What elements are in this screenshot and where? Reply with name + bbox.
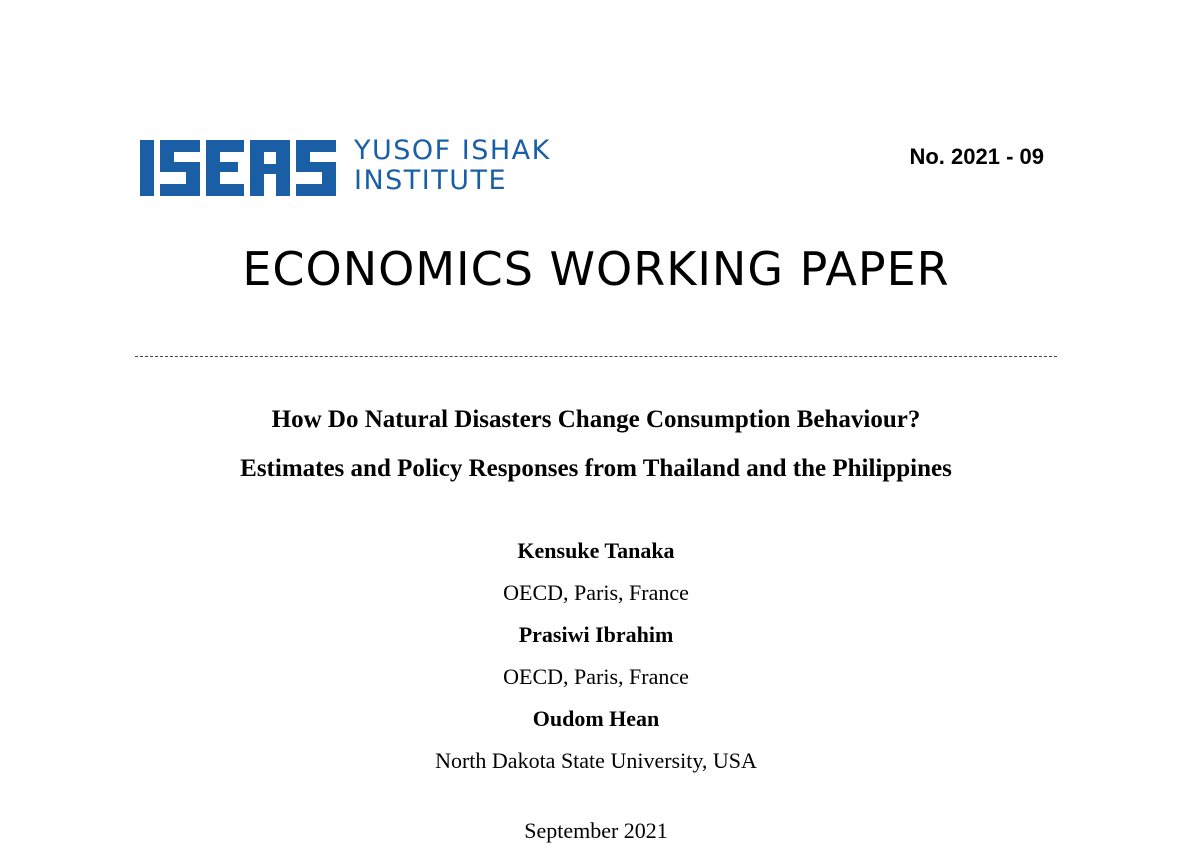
paper-title-line-2: Estimates and Policy Responses from Thailand and the Philippines bbox=[240, 455, 952, 482]
iseas-logo-mark bbox=[140, 136, 338, 198]
paper-number: No. 2021 - 09 bbox=[909, 144, 1044, 169]
author-name-3: Oudom Hean bbox=[532, 706, 660, 731]
author-name-2: Prasiwi Ibrahim bbox=[518, 622, 674, 647]
institute-name bbox=[354, 136, 614, 196]
author-affiliation-1: OECD, Paris, France bbox=[503, 580, 689, 605]
paper-title-line-1: How Do Natural Disasters Change Consumption Behaviour? bbox=[271, 406, 921, 433]
institute-name-line-1: YUSOF ISHAK bbox=[354, 135, 551, 166]
series-title: ECONOMICS WORKING PAPER bbox=[242, 242, 950, 296]
dashed-divider bbox=[135, 356, 1057, 357]
publication-date: September 2021 bbox=[524, 818, 668, 843]
author-name-1: Kensuke Tanaka bbox=[517, 538, 675, 563]
author-affiliation-2: OECD, Paris, France bbox=[503, 664, 689, 689]
author-affiliation-3: North Dakota State University, USA bbox=[435, 748, 757, 773]
institute-name-line-2: INSTITUTE bbox=[354, 165, 508, 196]
